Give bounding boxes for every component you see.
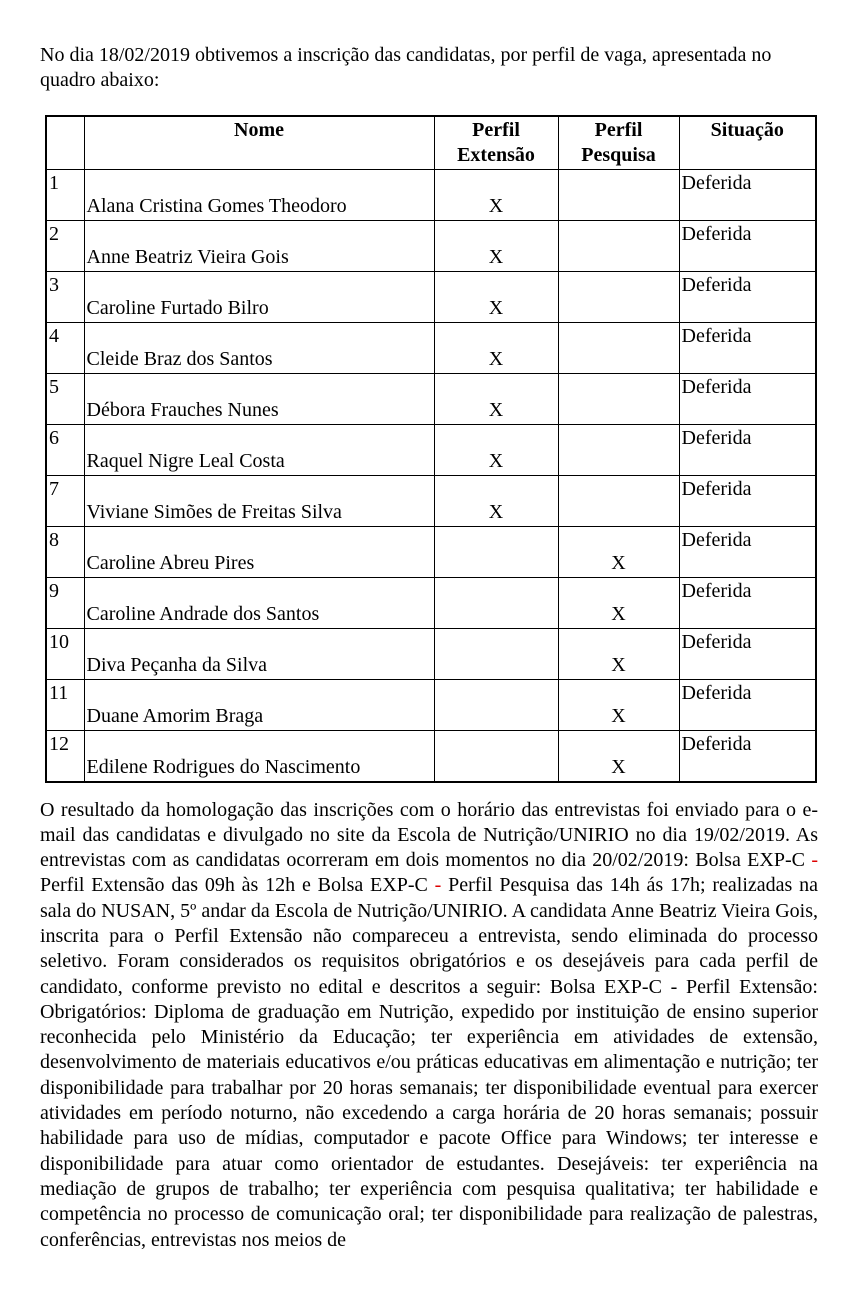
- perfil-extensao-cell: X: [434, 323, 558, 374]
- candidate-name-cell: Caroline Abreu Pires: [84, 527, 434, 578]
- row-index-cell: 1: [46, 170, 84, 221]
- perfil-pesquisa-cell: [558, 272, 679, 323]
- situacao-cell: Deferida: [679, 221, 816, 272]
- row-index-cell: 5: [46, 374, 84, 425]
- situacao-cell: Deferida: [679, 425, 816, 476]
- candidate-name-cell: Viviane Simões de Freitas Silva: [84, 476, 434, 527]
- table-row: [46, 425, 816, 476]
- table-row: [46, 578, 816, 629]
- situacao-cell: Deferida: [679, 527, 816, 578]
- table-row: [46, 374, 816, 425]
- perfil-pesquisa-cell: [558, 170, 679, 221]
- intro-paragraph: No dia 18/02/2019 obtivemos a inscrição das candidatas, por perfil de vaga, apresentada no quadro abaixo:: [40, 44, 772, 91]
- perfil-pesquisa-cell: [558, 221, 679, 272]
- candidate-name-cell: Caroline Furtado Bilro: [84, 272, 434, 323]
- situacao-cell: Deferida: [679, 170, 816, 221]
- candidates-table: [45, 115, 817, 783]
- perfil-extensao-cell: X: [434, 170, 558, 221]
- perfil-pesquisa-cell: X: [558, 578, 679, 629]
- candidate-name-cell: Cleide Braz dos Santos: [84, 323, 434, 374]
- header-cell-nome: Nome: [84, 116, 434, 170]
- candidate-name-cell: Alana Cristina Gomes Theodoro: [84, 170, 434, 221]
- situacao-cell: Deferida: [679, 476, 816, 527]
- perfil-extensao-cell: X: [434, 272, 558, 323]
- row-index-cell: 7: [46, 476, 84, 527]
- candidate-name-cell: Débora Frauches Nunes: [84, 374, 434, 425]
- row-index-cell: 8: [46, 527, 84, 578]
- row-index-cell: 3: [46, 272, 84, 323]
- perfil-pesquisa-cell: [558, 374, 679, 425]
- result-paragraph: [40, 798, 818, 1253]
- perfil-extensao-cell: X: [434, 476, 558, 527]
- situacao-cell: Deferida: [679, 629, 816, 680]
- perfil-extensao-cell: X: [434, 221, 558, 272]
- table-row: [46, 170, 816, 221]
- row-index-cell: 2: [46, 221, 84, 272]
- table-body: [46, 170, 816, 782]
- table-row: [46, 272, 816, 323]
- header-cell-situacao: Situação: [679, 116, 816, 170]
- perfil-extensao-cell: [434, 527, 558, 578]
- perfil-pesquisa-cell: X: [558, 680, 679, 731]
- row-index-cell: 9: [46, 578, 84, 629]
- red-hyphen: -: [434, 874, 442, 897]
- table-row: [46, 680, 816, 731]
- header-cell-pesquisa: Perfil Pesquisa: [558, 116, 679, 170]
- perfil-extensao-cell: [434, 731, 558, 782]
- table-row: [46, 221, 816, 272]
- header-cell-extensao: Perfil Extensão: [434, 116, 558, 170]
- candidate-name-cell: Edilene Rodrigues do Nascimento: [84, 731, 434, 782]
- row-index-cell: 4: [46, 323, 84, 374]
- table-row: [46, 731, 816, 782]
- table-row: [46, 629, 816, 680]
- row-index-cell: 11: [46, 680, 84, 731]
- situacao-cell: Deferida: [679, 374, 816, 425]
- paragraph-segment: O resultado da homologação das inscrições com o horário das entrevistas foi enviado para o e-mail das candidatas e divulgado no site da Escola de Nutrição/UNIRIO no dia 19/02/2019. As entrevistas com as candidatas ocorreram em dois momentos no dia 20/02/2019: Bolsa EXP-C: [40, 798, 818, 872]
- table-header-row: [46, 116, 816, 170]
- candidate-name-cell: Raquel Nigre Leal Costa: [84, 425, 434, 476]
- red-hyphen: -: [811, 849, 818, 872]
- perfil-pesquisa-cell: X: [558, 731, 679, 782]
- candidate-name-cell: Diva Peçanha da Silva: [84, 629, 434, 680]
- perfil-pesquisa-cell: [558, 323, 679, 374]
- row-index-cell: 12: [46, 731, 84, 782]
- row-index-cell: 10: [46, 629, 84, 680]
- perfil-extensao-cell: [434, 629, 558, 680]
- candidate-name-cell: Anne Beatriz Vieira Gois: [84, 221, 434, 272]
- situacao-cell: Deferida: [679, 323, 816, 374]
- situacao-cell: Deferida: [679, 272, 816, 323]
- situacao-cell: Deferida: [679, 731, 816, 782]
- perfil-pesquisa-cell: [558, 425, 679, 476]
- perfil-extensao-cell: [434, 680, 558, 731]
- header-cell-index: [46, 116, 84, 170]
- perfil-extensao-cell: X: [434, 374, 558, 425]
- perfil-extensao-cell: [434, 578, 558, 629]
- row-index-cell: 6: [46, 425, 84, 476]
- paragraph-segment: Perfil Extensão das 09h às 12h e Bolsa EXP-C: [40, 874, 435, 897]
- perfil-pesquisa-cell: X: [558, 629, 679, 680]
- candidate-name-cell: Duane Amorim Braga: [84, 680, 434, 731]
- paragraph-segment: Perfil Pesquisa das 14h ás 17h; realizadas na sala do NUSAN, 5º andar da Escola de Nutrição/UNIRIO. A candidata Anne Beatriz Vieira Gois, inscrita para o Perfil Extensão não compareceu a entrevista, sendo eliminada do processo seletivo. Foram considerados os requisitos obrigatórios e os desejáveis para cada perfil de candidato, conforme previsto no edital e descritos a seguir: Bolsa EXP-C - Perfil Extensão: Obrigatórios: Diploma de graduação em Nutrição, expedido por instituição de ensino superior reconhecida pelo Ministério da Educação; ter experiência em atividades de extensão, desenvolvimento de materiais educativos e/ou práticas educativas em alimentação e nutrição; ter disponibilidade para trabalhar por 20 horas semanais; ter disponibilidade eventual para exercer atividades em período noturno, não excedendo a carga horária de 20 horas semanais; possuir habilidade para uso de mídias, computador e pacote Office para Windows; ter interesse e disponibilidade para atuar como orientador de estudantes. Desejáveis: ter experiência na mediação de grupos de trabalho; ter experiência com pesquisa qualitativa; ter habilidade e competência no processo de comunicação oral; ter disponibilidade para realização de palestras, conferências, entrevistas nos meios de: [40, 874, 819, 1251]
- candidate-name-cell: Caroline Andrade dos Santos: [84, 578, 434, 629]
- table-row: [46, 476, 816, 527]
- table-row: [46, 527, 816, 578]
- situacao-cell: Deferida: [679, 680, 816, 731]
- situacao-cell: Deferida: [679, 578, 816, 629]
- perfil-pesquisa-cell: [558, 476, 679, 527]
- perfil-pesquisa-cell: X: [558, 527, 679, 578]
- perfil-extensao-cell: X: [434, 425, 558, 476]
- table-row: [46, 323, 816, 374]
